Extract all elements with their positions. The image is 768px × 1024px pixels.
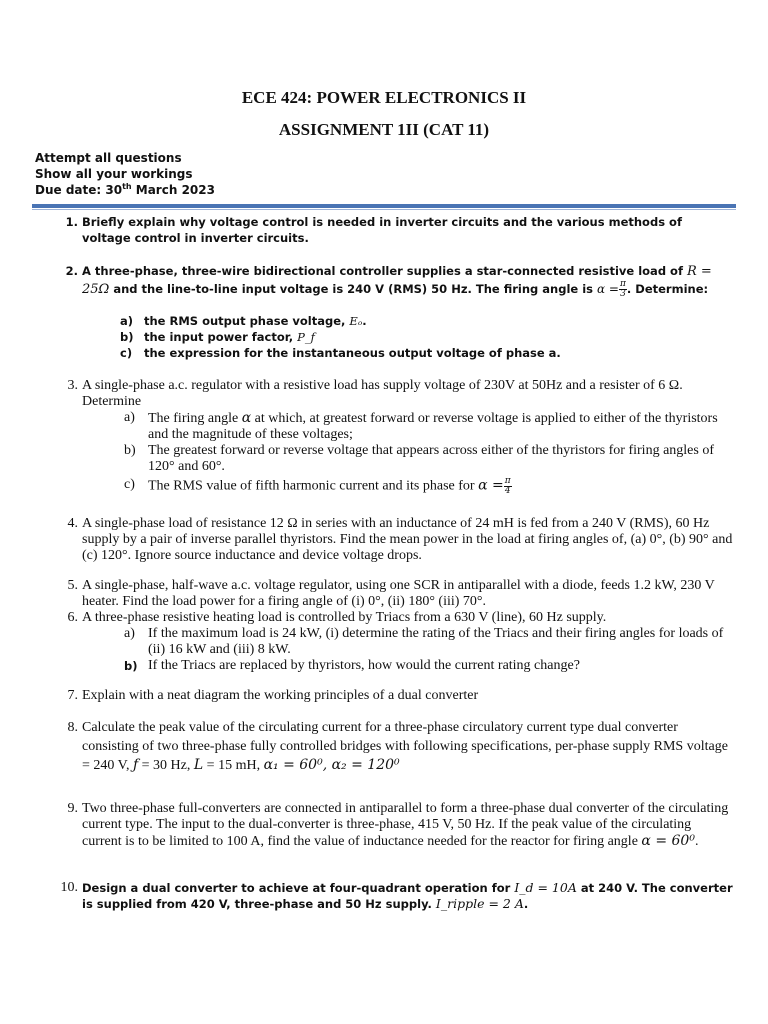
subquestion-b — [120, 329, 734, 345]
sub-text: The RMS value of fifth harmonic current and its phase for — [148, 478, 475, 494]
math-iripple: I_ripple = 2 A — [435, 896, 524, 911]
sub-text: If the maximum load is 24 kW, (i) determine the rating of the Triacs and their firing angles for loads of (ii) 16 kW and (iii) 8 kW. — [148, 626, 724, 657]
question-number: 8. — [67, 720, 78, 735]
question-text — [82, 263, 734, 361]
question-text-part: . Determine: — [626, 282, 709, 296]
math-alpha: α = 60⁰ — [641, 833, 695, 849]
question-text — [82, 610, 734, 674]
question-text: Briefly explain why voltage control is needed in inverter circuits and the various methods of voltage control in inverter circuits. — [82, 215, 682, 245]
question-tail: . — [694, 834, 699, 849]
sub-label: b) — [120, 330, 134, 344]
instruction-line-2: Show all your workings — [35, 167, 193, 181]
sub-label: c) — [120, 346, 133, 360]
question-number: 1. — [65, 215, 78, 229]
math-pf: P_f — [297, 330, 315, 344]
assignment-title: ASSIGNMENT 1II (CAT 11) — [278, 120, 490, 139]
question-text: A single-phase load of resistance 12 Ω in series with an inductance of 24 mH is fed from a 240 V (RMS), 60 Hz supply by a pair of inverse parallel thyristors. Find the mean power in the load at firing angles of, (a) 0°, (b) 90° and (c) 120°. Ignore source inductance and device voltage drops. — [82, 516, 733, 563]
question-number: 9. — [67, 801, 78, 816]
question-text — [82, 718, 734, 775]
due-date-sup: th — [122, 182, 132, 191]
sub-text: at which, at greatest forward or reverse voltage is applied to either of the thyristors and the magnitude of these voltages; — [148, 411, 718, 442]
sub-text: the expression for the instantaneous output voltage of phase a. — [144, 346, 561, 360]
math-alpha: α = — [597, 282, 619, 296]
question-stem: A three-phase resistive heating load is controlled by Triacs from a 630 V (line), 60 Hz supply. — [82, 610, 607, 625]
fraction-numerator: π — [620, 279, 626, 289]
fraction-pi-3 — [619, 280, 627, 299]
math-alpha: α — [241, 410, 252, 426]
fraction-pi-4 — [504, 477, 512, 496]
question-text-part: = 30 Hz, — [141, 758, 191, 773]
sub-label: a) — [124, 410, 135, 425]
math-alpha: α = — [478, 477, 504, 494]
question-text-part: and the line-to-line input voltage is 240 V (RMS) 50 Hz. The firing angle is — [113, 282, 593, 296]
question-text: A single-phase, half-wave a.c. voltage regulator, using one SCR in antiparallel with a diode, feeds 1.2 kW, 230 V heater. Find the load power for a firing angle of (i) 0°, (ii) 180° (iii) 70°. — [82, 578, 715, 609]
math-resistance: R = 25Ω — [82, 264, 712, 297]
question-text-part: Design a dual converter to achieve at four-quadrant operation for — [82, 881, 511, 895]
question-text — [82, 378, 734, 496]
subquestion-a — [120, 313, 734, 329]
sub-label: a) — [120, 314, 134, 328]
sub-label: b) — [124, 443, 136, 458]
subquestions — [124, 626, 734, 674]
due-date — [35, 182, 215, 198]
math-l: L — [193, 757, 204, 773]
question-number: 2. — [65, 264, 78, 278]
question-text-part: A three-phase, three-wire bidirectional controller supplies a star-connected resistive load of — [82, 264, 683, 278]
question-text-part: at 240 V. The converter is supplied from 420 V, three-phase and 50 Hz supply. — [82, 881, 733, 911]
header-divider-shadow — [32, 209, 736, 210]
question-text-part: = 15 mH, — [206, 758, 261, 773]
question-text-part: Two three-phase full-converters are connected in antiparallel to form a three-phase dual converter of the circulating current type. The input to the dual-converter is three-phase, 415 V, 50 Hz. If the peak value of the circulating current is to be limited to 100 A, find the value of inductance needed for the reactor for firing angle — [82, 801, 729, 849]
fraction-denominator: 4 — [504, 486, 511, 496]
fraction-numerator: π — [504, 476, 511, 486]
instructions — [35, 150, 215, 198]
subquestion-c — [120, 345, 734, 361]
question-text — [82, 880, 734, 912]
subquestions — [124, 410, 734, 496]
question-text: Explain with a neat diagram the working principles of a dual converter — [82, 688, 479, 703]
math-id: I_d = 10A — [514, 880, 577, 895]
sub-text: the RMS output phase voltage, — [144, 314, 346, 328]
subquestion-b — [124, 443, 734, 475]
course-title: ECE 424: POWER ELECTRONICS II — [241, 88, 527, 107]
due-date-prefix: Due date: 30 — [35, 183, 123, 197]
math-eo: Eₒ — [349, 314, 363, 328]
question-stem: A single-phase a.c. regulator with a resistive load has supply voltage of 230V at 50Hz and a resister of 6 Ω. Determine — [82, 378, 683, 409]
math-f: ƒ — [132, 757, 139, 773]
fraction-denominator: 3 — [620, 289, 626, 299]
subquestions — [120, 313, 734, 361]
sub-text: the input power factor, — [144, 330, 294, 344]
question-text — [82, 801, 734, 850]
question-text-part: Calculate the peak value of the circulating current for a three-phase circulatory current type dual converter consisting of two three-phase fully controlled bridges with following specifications, per-phase supply RMS voltage = 240 V, — [82, 720, 728, 773]
subquestion-a — [124, 626, 734, 658]
math-alphas: α₁ = 60⁰, α₂ = 120⁰ — [263, 757, 400, 773]
question-number: 6. — [67, 610, 78, 625]
sub-text: The greatest forward or reverse voltage that appears across either of the thyristors for firing angles of 120° and 60°. — [148, 443, 715, 474]
question-number: 7. — [67, 688, 78, 703]
header-divider — [32, 204, 736, 208]
subquestion-c — [124, 477, 734, 496]
sub-label: c) — [124, 477, 135, 492]
instruction-line-1: Attempt all questions — [35, 151, 182, 165]
question-number: 4. — [67, 516, 78, 531]
sub-label: a) — [124, 626, 135, 641]
sub-label: b) — [124, 659, 138, 673]
subquestion-a — [124, 410, 734, 443]
sub-text: If the Triacs are replaced by thyristors, how would the current rating change? — [148, 658, 580, 673]
due-date-suffix: March 2023 — [131, 183, 215, 197]
question-number: 5. — [67, 578, 78, 593]
question-tail: . — [523, 897, 529, 911]
question-number: 10. — [60, 880, 78, 895]
sub-tail: . — [362, 314, 367, 328]
sub-text: The firing angle — [148, 411, 239, 426]
subquestion-b — [124, 658, 734, 674]
question-number: 3. — [67, 378, 78, 393]
